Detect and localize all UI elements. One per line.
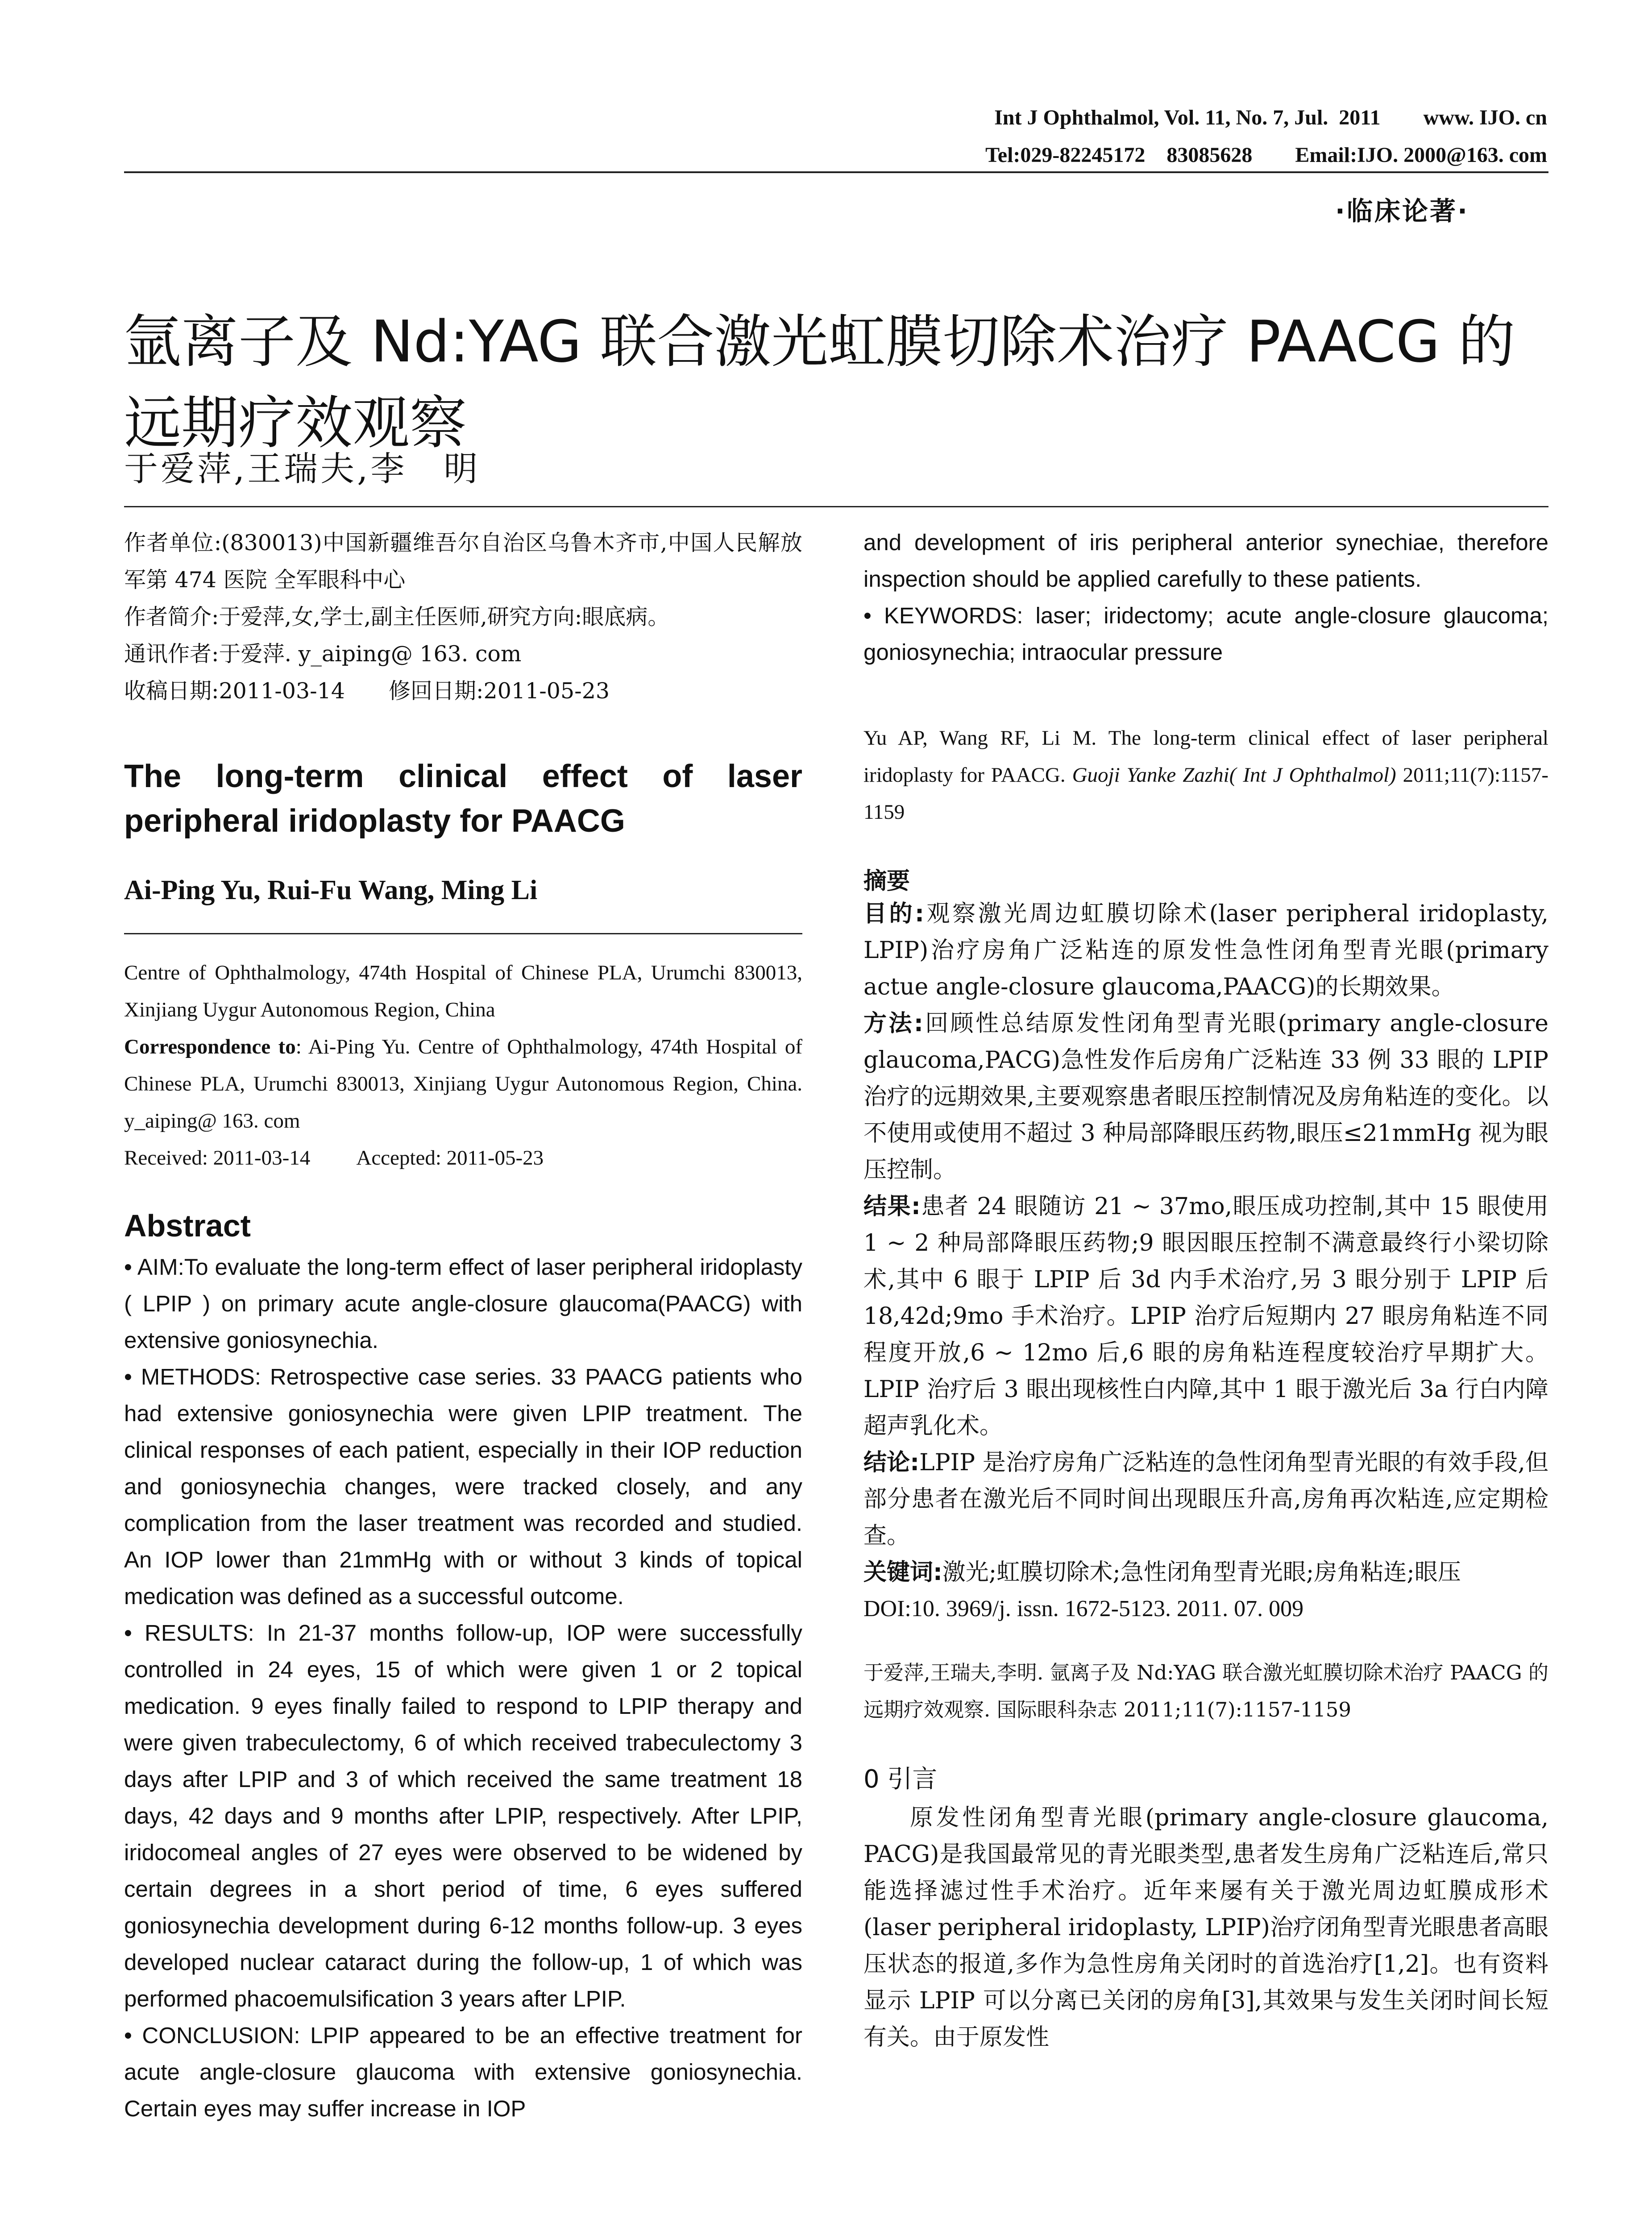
cn-conclusion	[863, 1444, 1548, 1554]
cn-keywords-text: 激光;虹膜切除术;急性闭角型青光眼;房角粘连;眼压	[942, 1559, 1461, 1586]
cn-results	[863, 1188, 1548, 1444]
header-contact-line: Tel:029-82245172 83085628 Email:IJO. 2000@163. com	[985, 143, 1547, 167]
cn-conclusion-text: LPIP 是治疗房角广泛粘连的急性闭角型青光眼的有效手段,但部分患者在激光后不同时间出现眼压升高,房角再次粘连,应定期检查。	[863, 1449, 1549, 1549]
intro-heading: 0 引言	[863, 1765, 938, 1794]
left-column	[124, 524, 802, 2127]
author-bio-cn: 作者简介:于爱萍,女,学士,副主任医师,研究方向:眼底病。	[124, 604, 670, 630]
citation-chinese: 于爱萍,王瑞夫,李明. 氩离子及 Nd:YAG 联合激光虹膜切除术治疗 PAACG 的远期疗效观察. 国际眼科杂志 2011;11(7):1157-1159	[863, 1661, 1548, 1721]
section-tag: ·临床论著·	[1335, 196, 1469, 226]
cn-keywords	[863, 1554, 1548, 1591]
running-header	[985, 99, 1547, 174]
header-rule	[124, 171, 1548, 173]
cn-methods	[863, 1005, 1548, 1188]
correspondence-label: Correspondence to	[124, 1035, 296, 1058]
author-affiliation-cn: 作者单位:(830013)中国新疆维吾尔自治区乌鲁木齐市,中国人民解放军第 474 医院 全军眼科中心	[124, 530, 802, 593]
cn-aim-text: 观察激光周边虹膜切除术(laser peripheral iridoplasty, LPIP)治疗房角广泛粘连的原发性急性闭角型青光眼(primary actue angle-closure glaucoma,PAACG)的长期效果。	[863, 900, 1548, 1000]
received-accepted: Received: 2011-03-14 Accepted: 2011-05-23	[124, 1146, 544, 1169]
abstract-keywords: • KEYWORDS: laser; iridectomy; acute angle-closure glaucoma; goniosynechia; intraocular pressure	[863, 603, 1548, 665]
article-title: 氩离子及 Nd:YAG 联合激光虹膜切除术治疗 PAACG 的远期疗效观察	[124, 308, 1515, 456]
correspondence-text: : Ai-Ping Yu. Centre of Ophthalmology, 474th Hospital of Chinese PLA, Urumchi 830013, Xinjiang Uygur Autonomous Region, China. y_aiping@ 163. com	[124, 1035, 802, 1132]
cn-results-text: 患者 24 眼随访 21 ~ 37mo,眼压成功控制,其中 15 眼使用 1 ~ 2 种局部降眼压药物;9 眼因眼压控制不满意最终行小梁切除术,其中 6 眼于 LPIP 后 3d 内手术治疗,另 3 眼分别于 LPIP 后 18,42d;9mo 手术治疗。LPIP 治疗后短期内 27 眼房角粘连不同程度开放,6 ~ 12mo 后,6 眼的房角粘连程度较治疗早期扩大。LPIP 治疗后 3 眼出现核性白内障,其中 1 眼于激光后 3a 行白内障超声乳化术。	[863, 1193, 1549, 1439]
correspondence	[124, 1028, 802, 1140]
header-journal-line: Int J Ophthalmol, Vol. 11, No. 7, Jul. 2011 www. IJO. cn	[994, 106, 1547, 129]
intro-paragraph: 原发性闭角型青光眼(primary angle-closure glaucoma, PACG)是我国最常见的青光眼类型,患者发生房角广泛粘连后,常只能选择滤过性手术治疗。近年来屡有关于激光周边虹膜成形术(laser peripheral iridoplasty, LPIP)治疗闭角型青光眼患者高眼压状态的报道,多作为急性房角关闭时的首选治疗[1,2]。也有资料显示 LPIP 可以分离已关闭的房角[3],其效果与发生关闭时间长短有关。由于原发性	[863, 1804, 1548, 2051]
english-title: The long-term clinical effect of laser peripheral iridoplasty for PAACG	[124, 759, 802, 839]
cn-keywords-label: 关键词:	[863, 1559, 942, 1586]
english-authors: Ai-Ping Yu, Rui-Fu Wang, Ming Li	[124, 875, 538, 905]
cn-aim-label: 目的:	[863, 900, 924, 927]
title-rule	[124, 506, 1548, 507]
abstract-methods: • METHODS: Retrospective case series. 33 PAACG patients who had extensive goniosynechia were given LPIP treatment. The clinical responses of each patient, especially in their IOP reduction and goniosynechia changes, were tracked closely, and any complication from the laser treatment was recorded and studied. An IOP lower than 21mmHg with or without 3 kinds of topical medication was defined as a successful outcome.	[124, 1364, 802, 1609]
cn-abstract-heading: 摘要	[863, 868, 910, 895]
cn-aim	[863, 896, 1548, 1005]
citation-en-journal: Guoji Yanke Zazhi( Int J Ophthalmol)	[1072, 763, 1396, 787]
cn-methods-text: 回顾性总结原发性闭角型青光眼(primary angle-closure glaucoma,PACG)急性发作后房角广泛粘连 33 例 33 眼的 LPIP 治疗的远期效果,主要观察患者眼压控制情况及房角粘连的变化。以不使用或使用不超过 3 种局部降眼压药物,眼压≤21mmHg 视为眼压控制。	[863, 1010, 1548, 1183]
english-affiliation: Centre of Ophthalmology, 474th Hospital of Chinese PLA, Urumchi 830013, Xinjiang Uygur Autonomous Region, China	[124, 961, 802, 1021]
citation-en-volume: 2011;11(7):1157-1159	[863, 763, 1548, 824]
cn-methods-label: 方法:	[863, 1010, 923, 1037]
corresponding-author-cn: 通讯作者:于爱萍. y_aiping@ 163. com	[124, 641, 522, 667]
doi: DOI:10. 3969/j. issn. 1672-5123. 2011. 07. 009	[863, 1596, 1304, 1621]
authors-cn: 于爱萍,王瑞夫,李 明	[124, 449, 481, 489]
right-column	[863, 524, 1548, 2056]
abstract-conclusion: • CONCLUSION: LPIP appeared to be an effective treatment for acute angle-closure glaucoma with extensive goniosynechia. Certain eyes may suffer increase in IOP	[124, 2023, 802, 2121]
abstract-results: • RESULTS: In 21-37 months follow-up, IOP were successfully controlled in 24 eyes, 15 of which were given 1 or 2 topical medication. 9 eyes finally failed to respond to LPIP therapy and were given trabeculectomy, 6 of which received trabeculectomy 3 days after LPIP and 3 of which received the same treatment 18 days, 42 days and 9 months after LPIP, respectively. After LPIP, iridocomeal angles of 27 eyes were observed to be widened by certain degrees in a short period of time, 6 eyes suffered goniosynechia development during 6-12 months follow-up. 3 eyes developed nuclear cataract during the follow-up, 1 of which was performed phacoemulsification 3 years after LPIP.	[124, 1620, 802, 2011]
abstract-conclusion-continued: and development of iris peripheral anterior synechiae, therefore inspection should be applied carefully to these patients.	[863, 530, 1548, 592]
abstract-heading: Abstract	[124, 1208, 251, 1243]
cn-results-label: 结果:	[863, 1193, 921, 1220]
abstract-aim: • AIM:To evaluate the long-term effect of laser peripheral iridoplasty ( LPIP ) on primary acute angle-closure glaucoma(PAACG) with extensive goniosynechia.	[124, 1254, 802, 1353]
cn-conclusion-label: 结论:	[863, 1449, 920, 1476]
citation-en-authors: Yu AP, Wang RF, Li M. The long-term clinical effect of laser peripheral iridoplasty for PAACG.	[863, 726, 1548, 787]
dates-cn: 收稿日期:2011-03-14 修回日期:2011-05-23	[124, 678, 610, 704]
citation-english	[863, 720, 1548, 831]
